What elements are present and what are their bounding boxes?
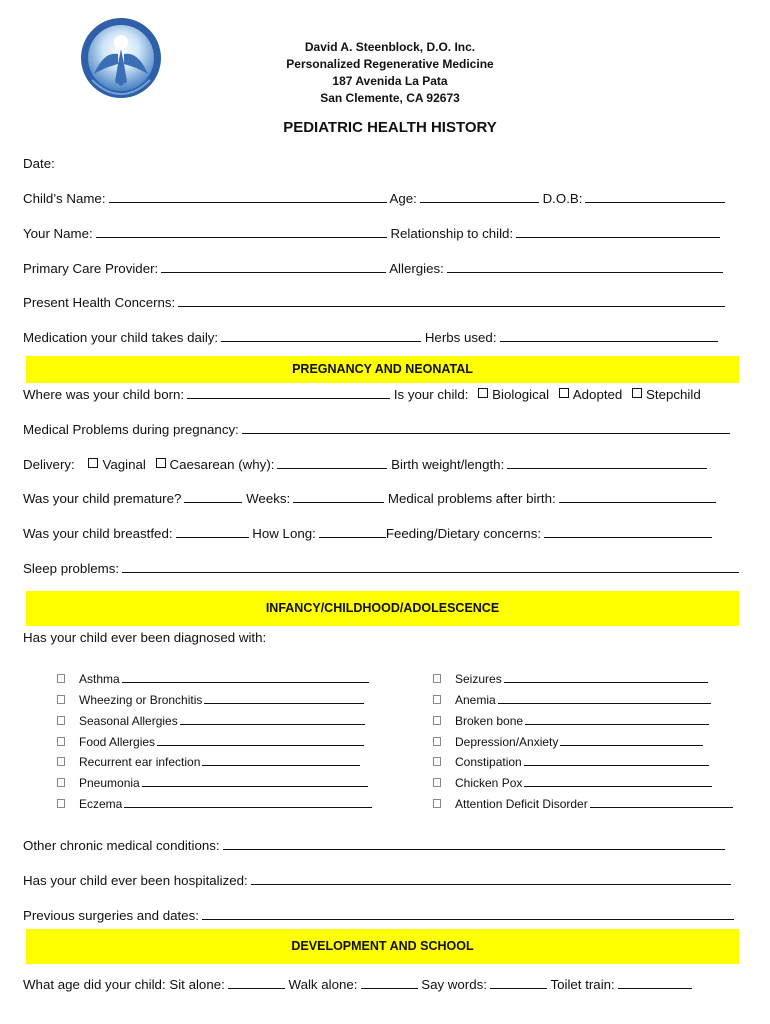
born-label: Where was your child born:	[23, 387, 185, 402]
delivery-label: Delivery:	[23, 457, 75, 472]
form-title: PEDIATRIC HEALTH HISTORY	[283, 119, 497, 136]
child-name-field[interactable]	[109, 191, 387, 203]
caesarean-field[interactable]	[277, 457, 387, 469]
present-concerns-field[interactable]	[178, 295, 725, 307]
dx-label: Wheezing or Bronchitis	[79, 693, 203, 707]
dx-item-wheezing	[57, 692, 364, 708]
age-question-label: What age did your child:	[23, 977, 166, 992]
present-concerns-label: Present Health Concerns:	[23, 295, 176, 310]
seizures-checkbox[interactable]	[433, 674, 441, 683]
chicken-pox-checkbox[interactable]	[433, 778, 441, 787]
premature-field[interactable]	[184, 491, 242, 503]
how-long-field[interactable]	[319, 526, 386, 538]
dx-item-pneumonia	[57, 775, 368, 791]
walk-alone-label: Walk alone:	[288, 977, 358, 992]
ear-infection-checkbox[interactable]	[57, 757, 65, 766]
is-child-label: Is your child:	[393, 387, 469, 402]
med-problems-label: Medical Problems during pregnancy:	[23, 422, 239, 437]
medication-field[interactable]	[221, 330, 421, 342]
ear-infection-field[interactable]	[202, 755, 360, 766]
toilet-train-label: Toilet train:	[550, 977, 615, 992]
stepchild-checkbox[interactable]	[632, 388, 642, 398]
food-allergies-field[interactable]	[157, 735, 364, 746]
stepchild-label: Stepchild	[646, 387, 701, 402]
dx-label: Chicken Pox	[455, 776, 523, 790]
weeks-label: Weeks:	[246, 491, 291, 506]
pneumonia-field[interactable]	[142, 776, 368, 787]
dx-item-eczema	[57, 796, 372, 812]
chicken-pox-field[interactable]	[524, 776, 712, 787]
dob-field[interactable]	[585, 191, 725, 203]
section-development: DEVELOPMENT AND SCHOOL	[26, 929, 739, 964]
allergies-field[interactable]	[447, 261, 723, 273]
chronic-row	[23, 837, 725, 855]
breastfed-row	[23, 525, 712, 543]
primary-care-label: Primary Care Provider:	[23, 261, 159, 276]
dx-label: Constipation	[455, 755, 522, 769]
wheezing-field[interactable]	[204, 693, 364, 704]
caesarean-checkbox[interactable]	[156, 458, 166, 468]
primary-care-field[interactable]	[161, 261, 386, 273]
other-chronic-field[interactable]	[223, 838, 725, 850]
concerns-row	[23, 294, 725, 312]
weeks-field[interactable]	[293, 491, 384, 503]
adopted-checkbox[interactable]	[559, 388, 569, 398]
broken-bone-checkbox[interactable]	[433, 716, 441, 725]
vaginal-checkbox[interactable]	[88, 458, 98, 468]
your-name-row	[23, 225, 720, 243]
dx-label: Pneumonia	[79, 776, 140, 790]
section-infancy: INFANCY/CHILDHOOD/ADOLESCENCE	[26, 591, 739, 626]
age-field[interactable]	[420, 191, 539, 203]
constipation-field[interactable]	[524, 755, 709, 766]
seizures-field[interactable]	[504, 672, 708, 683]
vaginal-label: Vaginal	[102, 457, 146, 472]
hospitalized-label: Has your child ever been hospitalized:	[23, 873, 248, 888]
dx-label: Seizures	[455, 672, 502, 686]
surgeries-label: Previous surgeries and dates:	[23, 908, 199, 923]
hospitalized-field[interactable]	[251, 873, 731, 885]
your-name-label: Your Name:	[23, 226, 93, 241]
asthma-checkbox[interactable]	[57, 674, 65, 683]
sleep-label: Sleep problems:	[23, 561, 120, 576]
pregnancy-problems-row	[23, 421, 730, 439]
broken-bone-field[interactable]	[525, 714, 709, 725]
adopted-label: Adopted	[572, 387, 623, 402]
dx-item-constipation	[433, 754, 709, 770]
dx-item-seizures	[433, 671, 708, 687]
pneumonia-checkbox[interactable]	[57, 778, 65, 787]
herbs-label: Herbs used:	[424, 330, 497, 345]
herbs-field[interactable]	[500, 330, 718, 342]
premature-label: Was your child premature?	[23, 491, 182, 506]
breastfed-field[interactable]	[176, 526, 249, 538]
dx-item-seasonal-allergies	[57, 713, 365, 729]
clinic-tagline: Personalized Regenerative Medicine	[286, 57, 494, 71]
eczema-checkbox[interactable]	[57, 799, 65, 808]
clinic-logo	[80, 16, 162, 100]
dx-item-food-allergies	[57, 734, 364, 750]
provider-row	[23, 260, 723, 278]
other-chronic-label: Other chronic medical conditions:	[23, 838, 220, 853]
med-problems-field[interactable]	[242, 422, 730, 434]
depression-checkbox[interactable]	[433, 737, 441, 746]
dx-label: Attention Deficit Disorder	[455, 797, 588, 811]
dx-item-chicken-pox	[433, 775, 712, 791]
surgeries-row	[23, 907, 734, 925]
add-field[interactable]	[590, 797, 733, 808]
diagnosed-label: Has your child ever been diagnosed with:	[23, 630, 267, 645]
add-checkbox[interactable]	[433, 799, 441, 808]
anemia-field[interactable]	[498, 693, 711, 704]
sleep-row	[23, 560, 739, 578]
walk-alone-field[interactable]	[361, 977, 418, 989]
birth-weight-label: Birth weight/length:	[391, 457, 505, 472]
dx-label: Eczema	[79, 797, 123, 811]
biological-label: Biological	[492, 387, 550, 402]
child-info-row	[23, 190, 725, 208]
caesarean-label: Caesarean (why):	[169, 457, 275, 472]
eczema-field[interactable]	[124, 797, 372, 808]
premature-row	[23, 490, 716, 508]
dx-item-depression-anxiety	[433, 734, 703, 750]
age-label: Age:	[389, 191, 417, 206]
after-birth-field[interactable]	[559, 491, 716, 503]
asthma-field[interactable]	[122, 672, 369, 683]
sleep-field[interactable]	[122, 561, 739, 573]
dx-label: Anemia	[455, 693, 496, 707]
say-words-field[interactable]	[490, 977, 547, 989]
seasonal-allergies-field[interactable]	[180, 714, 365, 725]
date-row	[23, 155, 55, 173]
constipation-checkbox[interactable]	[433, 757, 441, 766]
your-name-field[interactable]	[96, 226, 387, 238]
how-long-label: How Long:	[252, 526, 316, 541]
anemia-checkbox[interactable]	[433, 695, 441, 704]
relationship-field[interactable]	[516, 226, 720, 238]
date-label: Date:	[23, 156, 55, 171]
born-row	[23, 386, 701, 404]
wheezing-checkbox[interactable]	[57, 695, 65, 704]
relationship-label: Relationship to child:	[390, 226, 514, 241]
medication-row	[23, 329, 718, 347]
clinic-city: San Clemente, CA 92673	[320, 91, 460, 105]
feeding-field[interactable]	[544, 526, 712, 538]
dx-item-broken-bone	[433, 713, 709, 729]
dx-label: Depression/Anxiety	[455, 735, 559, 749]
allergies-label: Allergies:	[389, 261, 444, 276]
food-allergies-checkbox[interactable]	[57, 737, 65, 746]
feeding-label: Feeding/Dietary concerns:	[385, 526, 542, 541]
say-words-label: Say words:	[421, 977, 487, 992]
depression-field[interactable]	[560, 735, 703, 746]
delivery-row	[23, 456, 707, 474]
dx-label: Recurrent ear infection	[79, 755, 201, 769]
clinic-street: 187 Avenida La Pata	[332, 74, 448, 88]
clinic-name: David A. Steenblock, D.O. Inc.	[304, 40, 476, 54]
dx-item-asthma	[57, 671, 369, 687]
sit-alone-field[interactable]	[228, 977, 285, 989]
dx-label: Seasonal Allergies	[79, 714, 178, 728]
after-birth-label: Medical problems after birth:	[387, 491, 556, 506]
diagnosed-row	[23, 629, 266, 647]
toilet-train-field[interactable]	[618, 977, 692, 989]
dx-label: Broken bone	[455, 714, 524, 728]
medication-label: Medication your child takes daily:	[23, 330, 219, 345]
dob-label: D.O.B:	[542, 191, 583, 206]
dx-item-add	[433, 796, 733, 812]
section-pregnancy: PREGNANCY AND NEONATAL	[26, 356, 739, 383]
milestones-row	[23, 976, 692, 994]
surgeries-field[interactable]	[202, 908, 734, 920]
dx-label: Food Allergies	[79, 735, 156, 749]
sit-alone-label: Sit alone:	[169, 977, 225, 992]
birth-weight-field[interactable]	[507, 457, 707, 469]
child-name-label: Child’s Name:	[23, 191, 106, 206]
hospitalized-row	[23, 872, 731, 890]
dx-item-anemia	[433, 692, 711, 708]
dx-item-ear-infection	[57, 754, 360, 770]
dx-label: Asthma	[79, 672, 120, 686]
breastfed-label: Was your child breastfed:	[23, 526, 173, 541]
biological-checkbox[interactable]	[478, 388, 488, 398]
born-field[interactable]	[187, 387, 390, 399]
seasonal-allergies-checkbox[interactable]	[57, 716, 65, 725]
